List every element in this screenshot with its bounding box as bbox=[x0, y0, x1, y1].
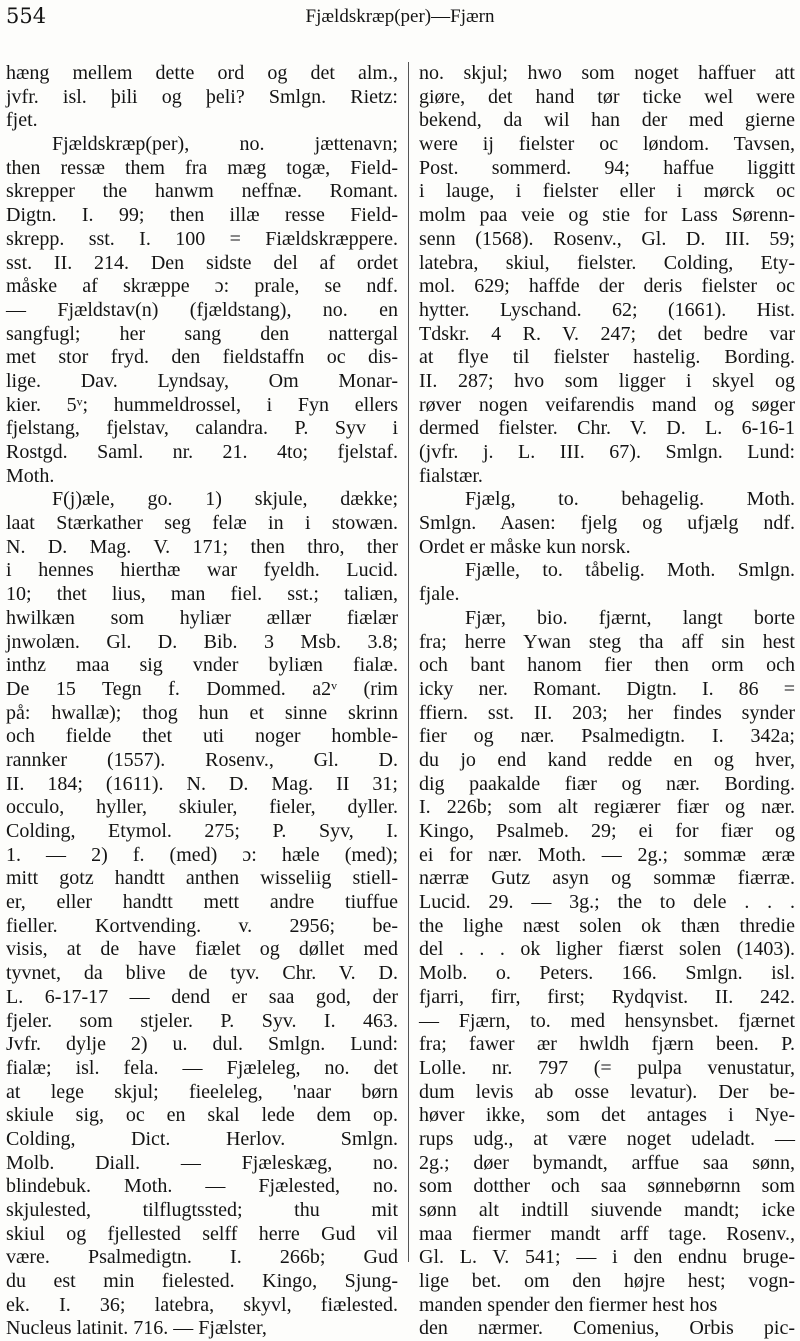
text-line: skiul og fjellested selff herre Gud vil bbox=[6, 1222, 398, 1245]
text-line: hytter. Lyschand. 62; (1661). Hist. bbox=[419, 298, 795, 321]
text-line: Gl. L. V. 541; — i den endnu bruge- bbox=[419, 1246, 795, 1269]
text-line: icky ner. Romant. Digtn. I. 86 = bbox=[419, 677, 795, 700]
text-line: skiule sig, oc en skal lede dem op. bbox=[6, 1104, 398, 1127]
text-line: och bant hanom fier then orm och bbox=[419, 654, 795, 677]
text-line: molm paa veie og stie for Lass Sørenn- bbox=[419, 204, 795, 227]
text-line: Rostgd. Saml. nr. 21. 4to; fjelstaf. bbox=[6, 441, 398, 463]
text-line: then ressæ them fra mæg togæ, Field- bbox=[6, 156, 398, 179]
text-line: Moth. bbox=[6, 464, 55, 487]
column-divider bbox=[408, 62, 409, 1262]
text-line: Molb. o. Peters. 166. Smlgn. isl. bbox=[419, 962, 795, 985]
text-line: the lighe næst solen ok thæn thredie bbox=[419, 914, 795, 937]
text-line: dermed fielster. Chr. V. D. L. 6-16-1 bbox=[419, 417, 795, 440]
text-line: laat Stærkather seg felæ in i stowæn. bbox=[6, 512, 398, 535]
text-line: II. 184; (1611). N. D. Mag. II 31; bbox=[6, 772, 398, 795]
text-line: N. D. Mag. V. 171; then thro, ther bbox=[6, 535, 398, 558]
text-line: were ij fielster oc løndom. Tavsen, bbox=[419, 133, 795, 156]
text-line: met stor fryd. den fieldstaffn oc dis- bbox=[6, 346, 398, 369]
text-line: sangfugl; her sang den nattergal bbox=[6, 322, 398, 345]
text-line: i lauge, i fielster eller i mørck oc bbox=[419, 180, 795, 203]
text-line: at flye til fielster hastelig. Bording. bbox=[419, 346, 795, 369]
text-line: Lolle. nr. 797 (= pulpa venustatur, bbox=[419, 1056, 795, 1079]
text-line: inthz maa sig vnder byliæn fialæ. bbox=[6, 654, 398, 677]
text-line: del . . . ok ligher fiærst solen (1403). bbox=[419, 938, 795, 961]
text-line: dig paakalde fiær og nær. Bording. bbox=[419, 772, 795, 795]
text-line: sønn alt indtill siuvende mandt; icke bbox=[419, 1199, 795, 1221]
text-line: ei for nær. Moth. — 2g.; sommæ æræ bbox=[419, 843, 795, 866]
text-line: hæng mellem dette ord og det alm., bbox=[6, 62, 398, 84]
text-line: 10; thet lius, man fiel. sst.; taliæn, bbox=[6, 583, 398, 606]
text-line: Post. sommerd. 94; haffue liggitt bbox=[419, 156, 795, 179]
text-line: tyvnet, da blive de tyv. Chr. V. D. bbox=[6, 962, 398, 985]
text-line: Molb. Diall. — Fjæleskæg, no. bbox=[6, 1151, 398, 1174]
text-line: fieller. Kortvending. v. 2956; be- bbox=[6, 914, 398, 937]
text-line: høver ikke, som det antages i Nye- bbox=[419, 1104, 795, 1127]
text-line: Fjær, bio. fjærnt, langt borte bbox=[465, 606, 795, 629]
text-line: røver nogen veifarendis mand og søger bbox=[419, 393, 795, 416]
text-line: måske af skræppe ɔ: prale, se ndf. bbox=[6, 275, 398, 298]
text-line: 2g.; døer bymandt, arffue saa sønn, bbox=[419, 1151, 795, 1174]
text-line: Kingo, Psalmeb. 29; ei for fiær og bbox=[419, 820, 795, 842]
text-line: II. 287; hvo som ligger i skyel og bbox=[419, 369, 795, 392]
text-line: ffiern. sst. II. 203; her findes synder bbox=[419, 701, 795, 724]
text-line: fialæ; isl. fela. — Fjæleleg, no. det bbox=[6, 1056, 398, 1079]
text-line: latebra, skiul, fielster. Colding, Ety- bbox=[419, 251, 795, 274]
text-line: du jo end kand redde en og hver, bbox=[419, 748, 795, 771]
text-line: De 15 Tegn f. Dommed. a2ᵛ (rim bbox=[6, 677, 398, 700]
text-line: mol. 629; haffde der deris fielster oc bbox=[419, 275, 795, 298]
text-line: sst. II. 214. Den sidste del af ordet bbox=[6, 251, 398, 274]
text-line: være. Psalmedigtn. I. 266b; Gud bbox=[6, 1246, 398, 1269]
text-line: bekend, da wil han der med gierne bbox=[419, 109, 795, 132]
text-line: Jvfr. dylje 2) u. dul. Smlgn. Lund: bbox=[6, 1033, 398, 1056]
text-line: maa fiermer mandt arff tage. Rosenv., bbox=[419, 1222, 795, 1245]
text-line: som dotther och saa sønnebørnn som bbox=[419, 1175, 795, 1198]
right-column bbox=[419, 62, 795, 1340]
text-line: fra; fawer ær hwldh fjærn been. P. bbox=[419, 1033, 795, 1056]
text-line: skjulested, tilflugtssted; thu mit bbox=[6, 1199, 398, 1221]
text-line: Fjældskræp(per), no. jættenavn; bbox=[52, 133, 398, 156]
text-line: Lucid. 29. — 3g.; the to dele . . . bbox=[419, 891, 795, 914]
text-line: skrepper the hanwm neffnæ. Romant. bbox=[6, 180, 398, 203]
text-line: Colding, Etymol. 275; P. Syv, I. bbox=[6, 820, 398, 842]
text-line: Nucleus latinit. 716. — Fjælster, bbox=[6, 1317, 267, 1340]
text-line: Smlgn. Aasen: fjelg og ufjælg ndf. bbox=[419, 512, 795, 535]
text-line: Fjælg, to. behagelig. Moth. bbox=[465, 488, 795, 511]
text-line: lige. Dav. Lyndsay, Om Monar- bbox=[6, 369, 398, 392]
page-header bbox=[0, 4, 800, 38]
text-line: Ordet er måske kun norsk. bbox=[419, 535, 631, 558]
text-line: fjeler. som stjeler. P. Syv. I. 463. bbox=[6, 1009, 398, 1032]
text-line: rannker (1557). Rosenv., Gl. D. bbox=[6, 748, 398, 771]
text-line: I. 226b; som alt regiærer fiær og nær. bbox=[419, 796, 795, 819]
text-line: L. 6-17-17 — dend er saa god, der bbox=[6, 985, 398, 1008]
text-line: visis, at de have fiælet og døllet med bbox=[6, 938, 398, 961]
text-line: Fjælle, to. tåbelig. Moth. Smlgn. bbox=[465, 559, 795, 582]
text-line: — Fjærn, to. med hensynsbet. fjærnet bbox=[419, 1009, 795, 1032]
text-line: manden spender den fiermer hest hos bbox=[419, 1293, 718, 1316]
text-line: den nærmer. Comenius, Orbis pic- bbox=[419, 1317, 795, 1340]
text-line: skrepp. sst. I. 100 = Fiældskræppere. bbox=[6, 227, 398, 250]
page-number: 554 bbox=[6, 4, 47, 28]
text-line: jvfr. isl. þili og þeli? Smlgn. Rietz: bbox=[6, 85, 398, 108]
text-line: fialstær. bbox=[419, 464, 483, 487]
text-line: fier og nær. Psalmedigtn. I. 342a; bbox=[419, 725, 795, 748]
text-line: fra; herre Ywan steg tha aff sin hest bbox=[419, 630, 795, 653]
text-line: rups udg., at være noget udeladt. — bbox=[419, 1127, 795, 1150]
text-line: nærræ Gutz asyn og sommæ fiærræ. bbox=[419, 867, 795, 890]
text-line: lige bet. om den højre hest; vogn- bbox=[419, 1270, 795, 1293]
text-line: Digtn. I. 99; then illæ resse Field- bbox=[6, 204, 398, 227]
left-column bbox=[6, 62, 398, 1340]
text-line: 1. — 2) f. (med) ɔ: hæle (med); bbox=[6, 843, 398, 866]
text-line: no. skjul; hwo som noget haffuer att bbox=[419, 62, 795, 84]
text-line: hwilkæn som hyliær ællær fiælær bbox=[6, 606, 398, 629]
text-line: Tdskr. 4 R. V. 247; det bedre var bbox=[419, 322, 795, 345]
text-line: Colding, Dict. Herlov. Smlgn. bbox=[6, 1127, 398, 1150]
text-line: och fielde thet uti noger homble- bbox=[6, 725, 398, 748]
text-line: fjale. bbox=[419, 583, 460, 606]
text-line: occulo, hyller, skiuler, fieler, dyller. bbox=[6, 796, 398, 819]
text-line: senn (1568). Rosenv., Gl. D. III. 59; bbox=[419, 227, 795, 250]
text-line: du est min fielested. Kingo, Sjung- bbox=[6, 1270, 398, 1293]
text-line: (jvfr. j. L. III. 67). Smlgn. Lund: bbox=[419, 441, 795, 463]
text-line: F(j)æle, go. 1) skjule, dække; bbox=[52, 488, 398, 511]
text-line: blindebuk. Moth. — Fjælested, no. bbox=[6, 1175, 398, 1198]
text-line: fjet. bbox=[6, 109, 38, 132]
text-line: fjelstang, fjelstav, calandra. P. Syv i bbox=[6, 417, 398, 440]
text-line: jnwolæn. Gl. D. Bib. 3 Msb. 3.8; bbox=[6, 630, 398, 653]
text-line: i hennes hierthæ war fyeldh. Lucid. bbox=[6, 559, 398, 582]
running-title: Fjældskræp(per)—Fjærn bbox=[305, 6, 495, 27]
text-line: at lege skjul; fieeleleg, 'naar børn bbox=[6, 1080, 398, 1103]
text-line: ek. I. 36; latebra, skyvl, fiælested. bbox=[6, 1293, 398, 1316]
text-line: mitt gotz handtt anthen wisseliig stiell- bbox=[6, 867, 398, 890]
text-line: — Fjældstav(n) (fjældstang), no. en bbox=[6, 298, 398, 321]
text-line: giøre, det hand tør ticke wel were bbox=[419, 85, 795, 108]
text-line: kier. 5ᵛ; hummeldrossel, i Fyn ellers bbox=[6, 393, 398, 416]
text-line: fjarri, firr, first; Rydqvist. II. 242. bbox=[419, 985, 795, 1008]
text-line: dum levis ab osse levatur). Der be- bbox=[419, 1080, 795, 1103]
text-line: er, eller handtt mett andre tiuffue bbox=[6, 891, 398, 914]
text-line: på: hwallæ); thog hun et sinne skrinn bbox=[6, 701, 398, 724]
